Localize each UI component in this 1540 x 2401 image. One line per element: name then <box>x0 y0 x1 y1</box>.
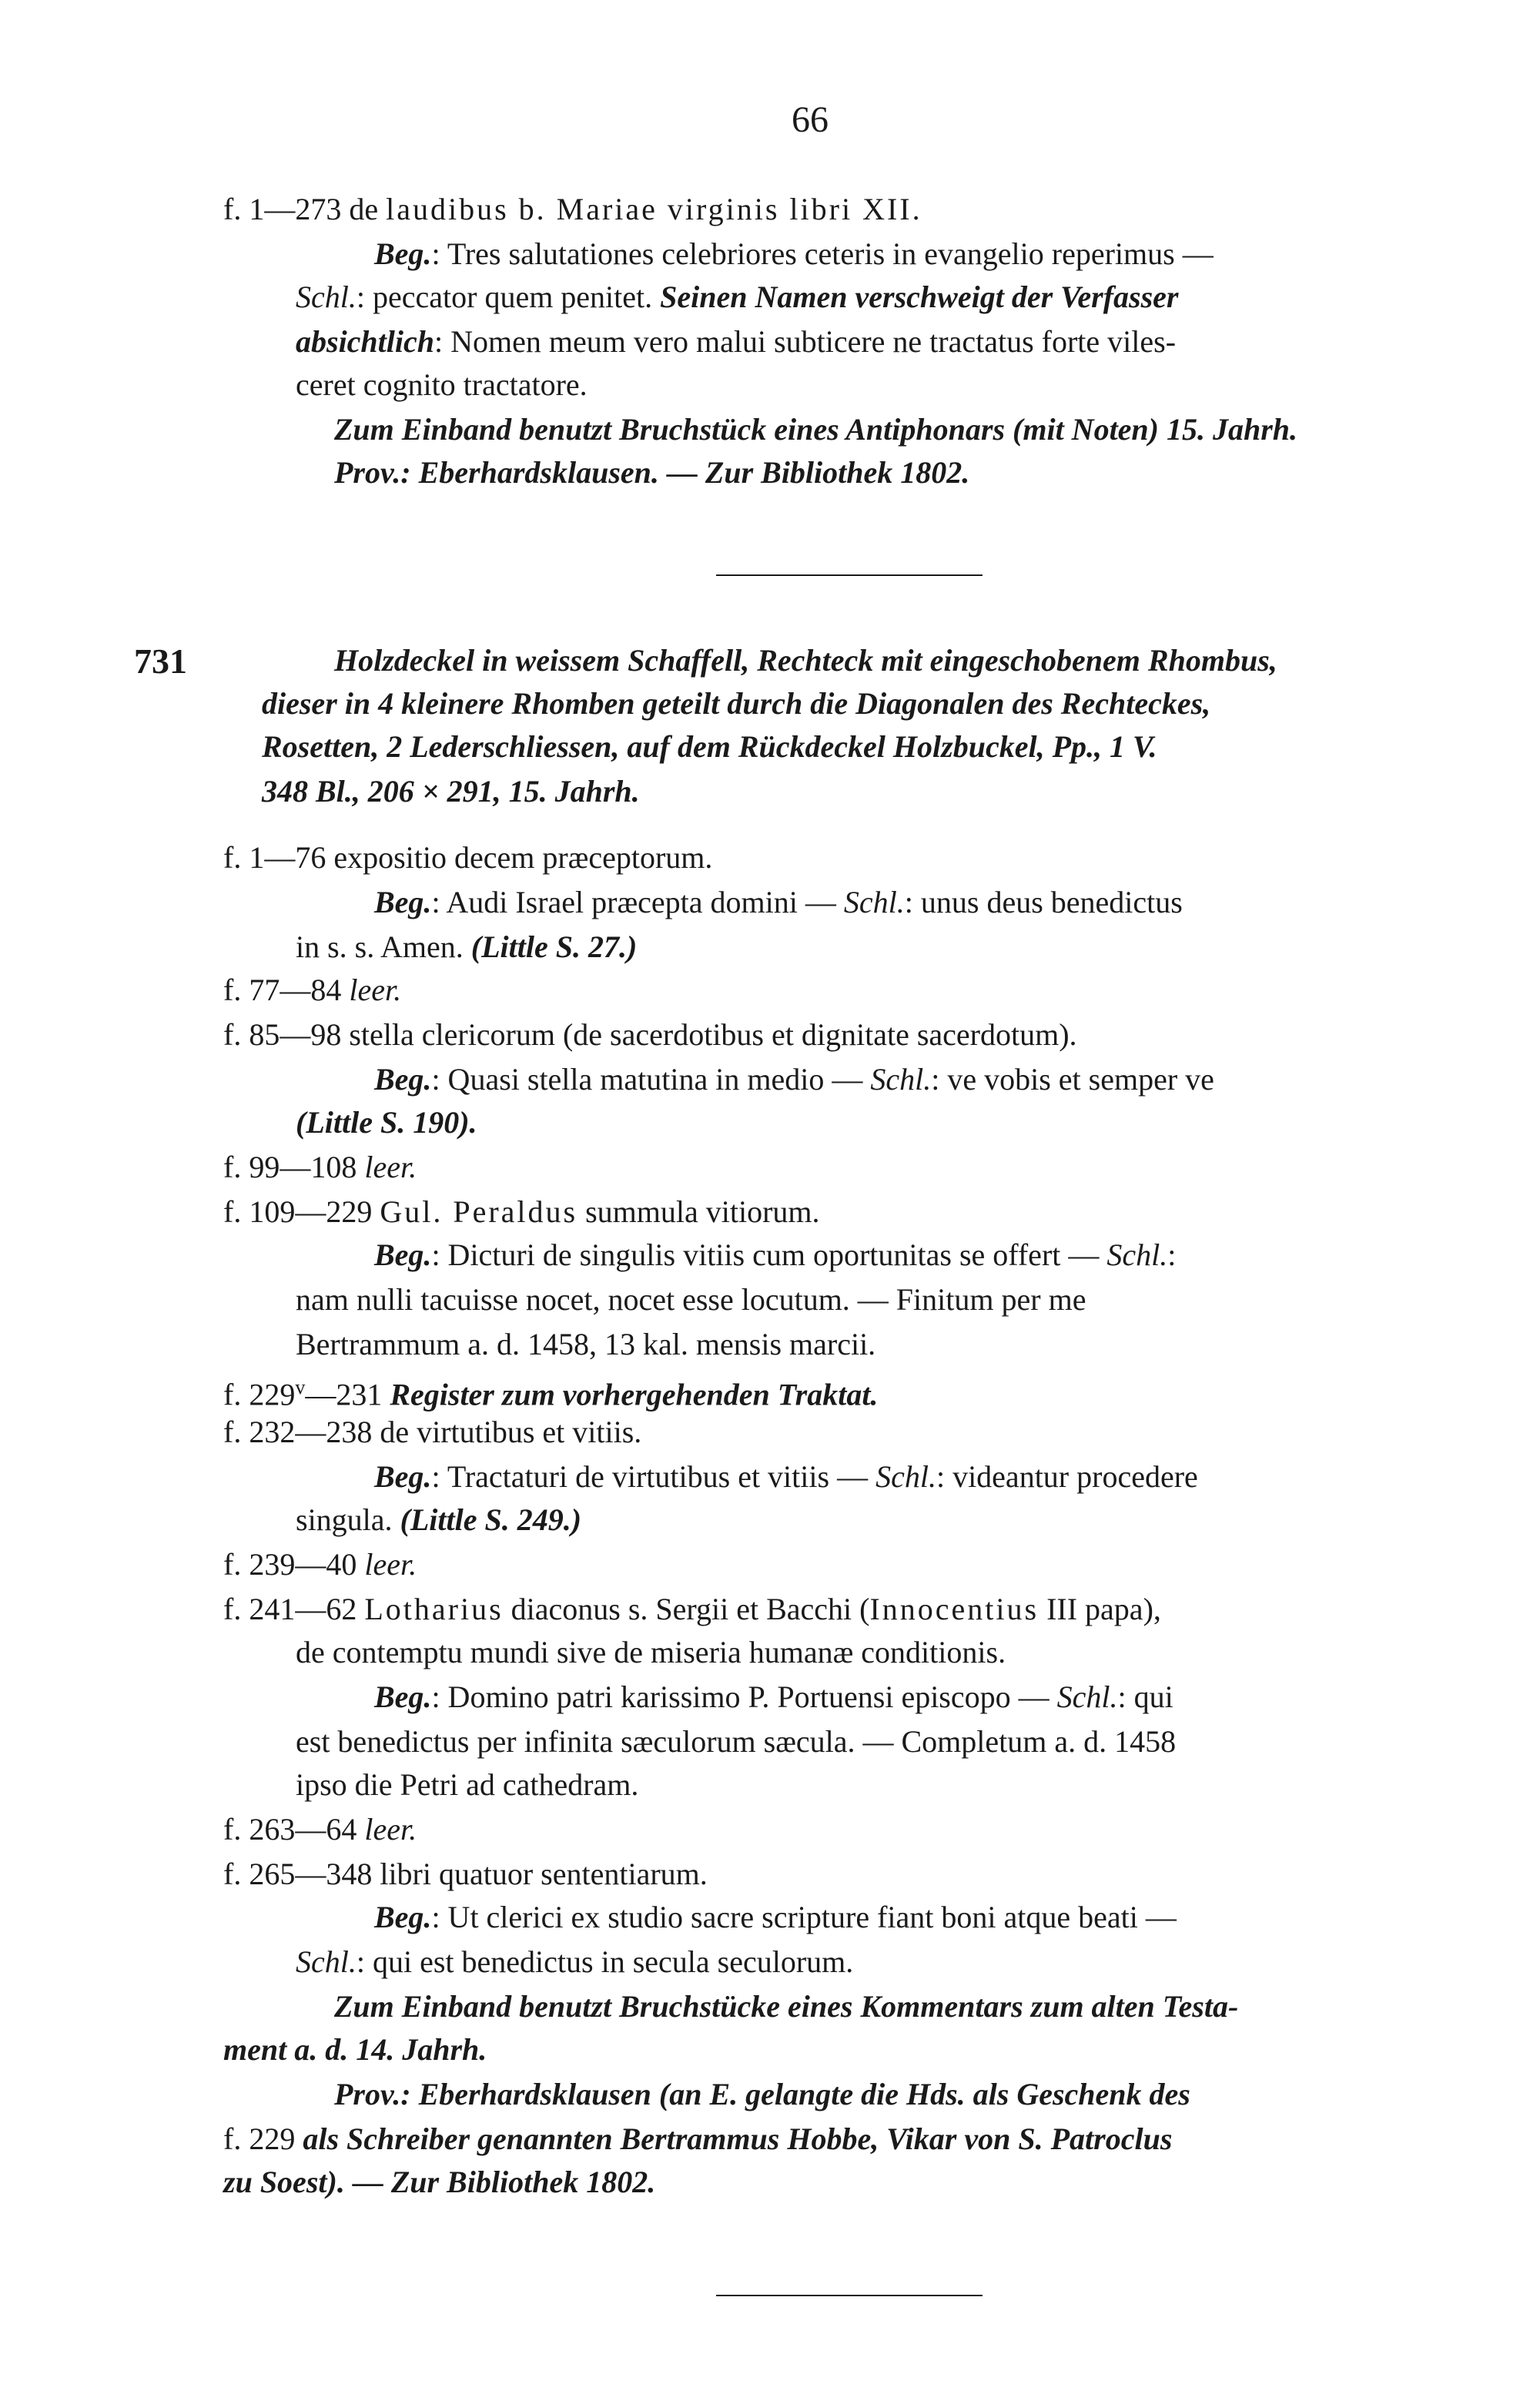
entry-line <box>223 1369 878 1413</box>
folio-ref: f. 1—76 <box>223 840 326 875</box>
separator-rule <box>716 574 983 576</box>
beg-label: Beg. <box>374 236 432 271</box>
entry-line <box>296 367 588 404</box>
entry-line: de contemptu mundi sive de miseria humanæ conditionis. <box>296 1635 1006 1669</box>
entry-line <box>374 1458 1198 1495</box>
folio-ref: f. 1—273 <box>223 192 342 226</box>
entry-line <box>296 929 637 966</box>
folio-ref: f. 241—62 <box>223 1592 365 1626</box>
explicit: : unus deus benedictus <box>904 885 1183 919</box>
binding-description: Rosetten, 2 Lederschliessen, auf dem Rückdeckel Holzbuckel, Pp., 1 V. <box>262 729 1157 764</box>
reference: (Little S. 190). <box>296 1105 477 1140</box>
incipit: : Audi Israel præcepta domini — <box>431 885 844 919</box>
work-title: laudibus b. Mariae virginis libri XII. <box>386 192 922 226</box>
folio-ref: f. 229 <box>223 1377 296 1412</box>
entry-line <box>374 884 1183 921</box>
entry-line <box>223 839 712 876</box>
author: Innocentius <box>869 1592 1040 1626</box>
note: Seinen Namen verschweigt der Verfasser <box>660 280 1179 314</box>
schl-label: Schl. <box>843 885 905 919</box>
text: summula vitiorum. <box>578 1194 820 1229</box>
author: Gul. Peraldus <box>380 1194 578 1229</box>
entry-line <box>374 1679 1173 1716</box>
folio-ref: f. 232—238 <box>223 1415 373 1449</box>
schl-label: Schl. <box>1106 1237 1168 1272</box>
entry-line <box>296 279 1178 316</box>
folio-ref: f. 229 <box>223 2121 296 2156</box>
text: : Nomen meum vero malui subticere ne tractatus forte viles- <box>434 324 1177 359</box>
schl-label: Schl. <box>870 1062 932 1097</box>
folio-ref: f. 77—84 <box>223 973 350 1007</box>
folio-ref: f. 99—108 <box>223 1150 365 1184</box>
folio-ref: f. 85—98 <box>223 1017 342 1052</box>
blank-note: leer. <box>364 1547 417 1582</box>
entry-line <box>223 1591 1161 1628</box>
text: libri quatuor sententiarum. <box>372 1857 708 1891</box>
text: in s. s. Amen. <box>296 929 471 964</box>
schl-label: Schl. <box>875 1459 936 1494</box>
incipit: : Ut clerici ex studio sacre scripture fiant boni atque beati — <box>431 1900 1177 1934</box>
folio-ref: f. 265—348 <box>223 1857 373 1891</box>
entry-line: est benedictus per infinita sæculorum sæcula. — Completum a. d. 1458 <box>296 1724 1177 1759</box>
binding-note: Zum Einband benutzt Bruchstück eines Antiphonars (mit Noten) 15. Jahrh. <box>334 412 1298 447</box>
text: stella clericorum (de sacerdotibus et dignitate sacerdotum). <box>341 1017 1077 1052</box>
provenance <box>223 2121 1172 2158</box>
schl-label: Schl. <box>296 1944 357 1979</box>
text: III papa), <box>1039 1592 1161 1626</box>
beg-label: Beg. <box>374 1062 432 1097</box>
text: expositio decem præceptorum. <box>326 840 713 875</box>
explicit: : qui <box>1117 1679 1173 1714</box>
separator-rule <box>716 2295 983 2296</box>
folio-ref: —231 <box>305 1377 390 1412</box>
author: Lotharius <box>364 1592 504 1626</box>
blank-note: leer. <box>349 973 402 1007</box>
binding-description: 348 Bl., 206 × 291, 15. Jahrh. <box>262 774 640 809</box>
provenance: Prov.: Eberhardsklausen. — Zur Bibliothek 1802. <box>334 455 970 490</box>
entry-line: Bertrammum a. d. 1458, 13 kal. mensis marcii. <box>296 1327 876 1361</box>
folio-ref: f. 263—64 <box>223 1812 365 1847</box>
entry-line <box>374 1899 1177 1936</box>
entry-line <box>223 1546 417 1583</box>
entry-line <box>223 1856 708 1893</box>
incipit: : Tractaturi de virtutibus et vitiis — <box>431 1459 876 1494</box>
entry-line <box>374 1061 1214 1098</box>
binding-note: Zum Einband benutzt Bruchstücke eines Kommentars zum alten Testa- <box>334 1989 1239 2024</box>
manuscript-signature: 731 <box>134 641 187 681</box>
note: Register zum vorhergehenden Traktat. <box>390 1377 879 1412</box>
binding-description: Holzdeckel in weissem Schaffell, Rechteck mit eingeschobenem Rhombus, <box>334 643 1277 678</box>
text: de virtutibus et vitiis. <box>372 1415 642 1449</box>
entry-line <box>223 1194 820 1231</box>
reference: (Little S. 27.) <box>470 929 638 964</box>
schl-label: Schl. <box>296 280 357 314</box>
entry-line <box>374 236 1214 273</box>
entry-line: ipso die Petri ad cathedram. <box>296 1767 639 1802</box>
entry-line: nam nulli tacuisse nocet, nocet esse locutum. — Finitum per me <box>296 1282 1086 1317</box>
text: diaconus s. Sergii et Bacchi ( <box>503 1592 870 1626</box>
beg-label: Beg. <box>374 885 432 919</box>
beg-label: Beg. <box>374 1900 432 1934</box>
binding-note: ment a. d. 14. Jahrh. <box>223 2032 487 2067</box>
entry-line <box>223 1016 1077 1053</box>
verso-mark: v <box>295 1376 306 1398</box>
folio-ref: f. 239—40 <box>223 1547 365 1582</box>
entry-line <box>223 1149 417 1186</box>
text: ceret cognito tractatore. <box>296 367 588 402</box>
entry-line <box>223 191 922 228</box>
blank-note: leer. <box>364 1150 417 1184</box>
beg-label: Beg. <box>374 1679 432 1714</box>
schl-label: Schl. <box>1056 1679 1118 1714</box>
entry-line <box>223 972 401 1009</box>
provenance: zu Soest). — Zur Bibliothek 1802. <box>223 2165 656 2199</box>
incipit: : Dicturi de singulis vitiis cum oportunitas se offert — <box>431 1237 1107 1272</box>
entry-line <box>296 1502 581 1539</box>
text: singula. <box>296 1502 400 1537</box>
entry-line <box>296 323 1176 360</box>
incipit: : Tres salutationes celebriores ceteris in evangelio reperimus — <box>431 236 1214 271</box>
reference: (Little S. 249.) <box>400 1502 582 1537</box>
explicit: : peccator quem penitet. <box>356 280 653 314</box>
explicit: : qui est benedictus in secula seculorum. <box>356 1944 854 1979</box>
explicit: : ve vobis et semper ve <box>931 1062 1214 1097</box>
note: als Schreiber genannten Bertrammus Hobbe, Vikar von S. Patroclus <box>295 2121 1173 2156</box>
folio-ref: f. 109—229 <box>223 1194 380 1229</box>
entry-line: Beg.: Dicturi de singulis vitiis cum oportunitas se offert — Schl.: <box>374 1237 1177 1272</box>
beg-label: Beg. <box>374 1237 432 1272</box>
beg-label: Beg. <box>374 1459 432 1494</box>
incipit: : Domino patri karissimo P. Portuensi episcopo — <box>431 1679 1057 1714</box>
blank-note: leer. <box>364 1812 417 1847</box>
entry-line <box>223 1414 641 1451</box>
page-number: 66 <box>792 99 829 140</box>
incipit: : Quasi stella matutina in medio — <box>431 1062 871 1097</box>
binding-description: dieser in 4 kleinere Rhomben geteilt durch die Diagonalen des Rechteckes, <box>262 686 1211 721</box>
explicit: : videantur procedere <box>936 1459 1198 1494</box>
text: de <box>341 192 387 226</box>
entry-line <box>296 1944 853 1981</box>
entry-line <box>223 1811 417 1848</box>
note: absichtlich <box>296 324 435 359</box>
provenance: Prov.: Eberhardsklausen (an E. gelangte die Hds. als Geschenk des <box>334 2077 1190 2111</box>
